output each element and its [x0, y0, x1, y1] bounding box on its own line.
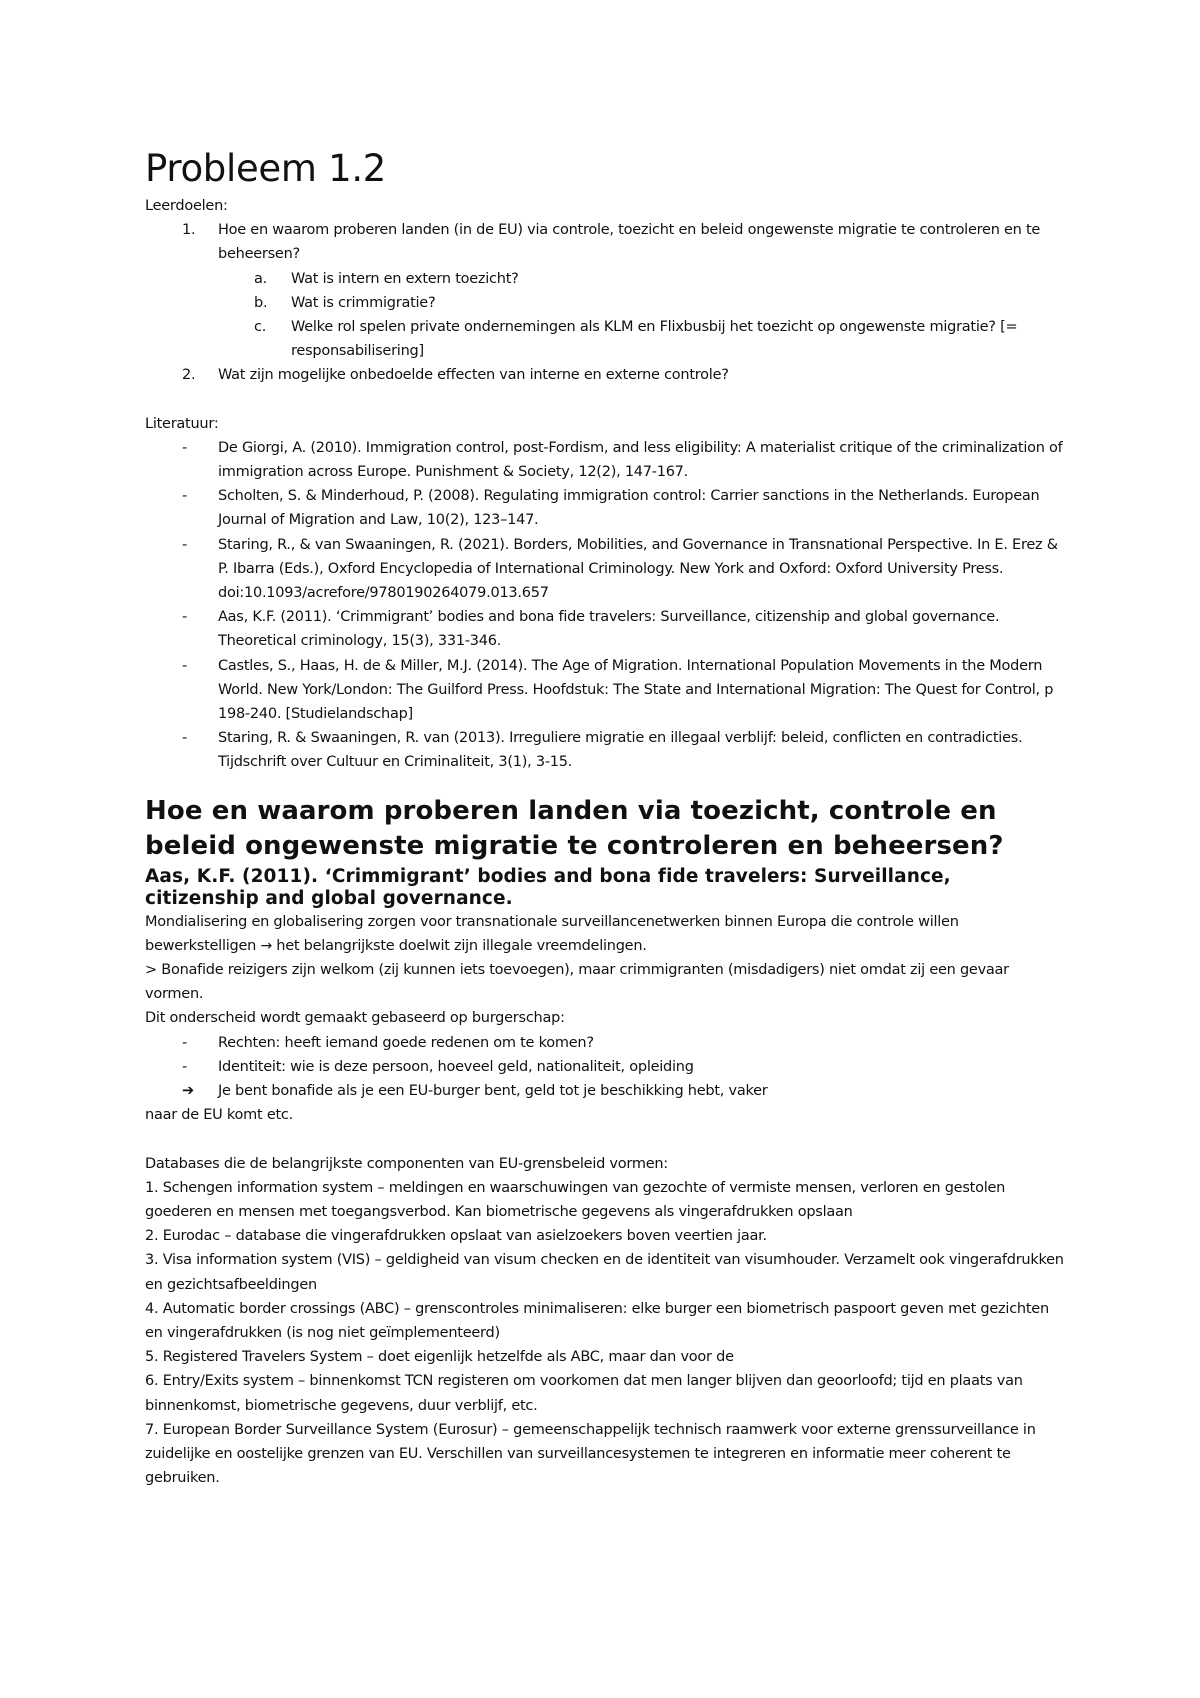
dash-marker: - [182, 730, 187, 747]
literature-item [145, 533, 1067, 606]
dash-marker: - [182, 609, 187, 626]
literature-text: Aas, K.F. (2011). ‘Crimmigrant’ bodies and bona fide travelers: Surveillance, citizenship and global governance. Theoretical criminology, 15(3), 331-346. [218, 609, 1000, 650]
database-item: 6. Entry/Exits system – binnenkomst TCN registeren om voorkomen dat men langer blijven dan geoorloofd; tijd en plaats van binnenkomst, biometrische gegevens, duur verblijf, etc. [145, 1373, 1023, 1414]
dash-marker: - [182, 536, 187, 553]
list-item-text: Je bent bonafide als je een EU-burger bent, geld tot je beschikking hebt, vaker [218, 1083, 768, 1100]
document-content [145, 148, 1067, 1490]
literature-text: De Giorgi, A. (2010). Immigration control, post-Fordism, and less eligibility: A materialist critique of the criminalization of immigration across Europe. Punishment & Society, 12(2), 147-167. [218, 439, 1063, 481]
dash-marker: - [182, 439, 187, 456]
sub-text: Wat is intern en extern toezicht? [291, 270, 519, 287]
leerdoel-item [145, 218, 1067, 363]
database-item: 2. Eurodac – database die vingerafdrukken opslaat van asielzoekers boven veertien jaar. [145, 1228, 767, 1245]
dash-marker: - [182, 657, 187, 674]
database-item: 1. Schengen information system – meldingen en waarschuwingen van gezochte of vermiste mensen, verloren en gestolen goederen en mensen met toegangsverbod. Kan biometrische gegevens als vingerafdrukken opslaan [145, 1179, 1006, 1220]
list-item [145, 1055, 1067, 1079]
paragraph-globalisering [145, 910, 1067, 958]
arrow-bullet-icon: ➔ [182, 1083, 194, 1100]
dash-marker: - [182, 1034, 187, 1051]
literature-text: Staring, R. & Swaaningen, R. van (2013). Irreguliere migratie en illegaal verblijf: beleid, conflicten en contradicties. Tijdschrift over Cultuur en Criminaliteit, 3(1), 3-15. [218, 730, 1023, 771]
paragraph-bonafide: > Bonafide reizigers zijn welkom (zij kunnen iets toevoegen), maar crimmigranten (misdadigers) niet omdat zij een gevaar vormen. [145, 962, 1009, 1003]
paragraph-text: Mondialisering en globalisering zorgen voor transnationale surveillancenetwerken binnen Europa die controle willen bewerkstelligen [145, 913, 959, 954]
literature-item [145, 726, 1067, 774]
paragraph-burgerschap: Dit onderscheid wordt gemaakt gebaseerd op burgerschap: [145, 1010, 565, 1027]
database-item: 5. Registered Travelers System – doet eigenlijk hetzelfde als ABC, maar dan voor de [145, 1349, 734, 1366]
databases-intro: Databases die de belangrijkste componenten van EU-grensbeleid vormen: [145, 1155, 668, 1172]
dash-marker: - [182, 488, 187, 505]
sub-letter: c. [254, 319, 267, 336]
leerdoelen-list [145, 218, 1067, 387]
list-item-text: Rechten: heeft iemand goede redenen om te komen? [218, 1034, 594, 1051]
leerdoel-item [145, 363, 1067, 387]
literature-item [145, 654, 1067, 727]
list-number: 2. [182, 367, 196, 384]
sub-item [218, 315, 1067, 363]
leerdoel-text: Wat zijn mogelijke onbedoelde effecten van interne en externe controle? [218, 367, 729, 384]
arrow-list-item [145, 1079, 1067, 1103]
section-heading: Hoe en waarom proberen landen via toezicht, controle en beleid ongewenste migratie te controleren en beheersen? [145, 795, 1004, 861]
list-item [145, 1031, 1067, 1055]
literature-text: Castles, S., Haas, H. de & Miller, M.J. (2014). The Age of Migration. International Population Movements in the Modern World. New York/London: The Guilford Press. Hoofdstuk: The State and International Migration: The Quest for Control, p 198-240. [Studielandschap] [218, 657, 1054, 723]
sub-text: Welke rol spelen private ondernemingen als KLM en Flixbusbij het toezicht op ongewenste migratie? [= responsabilisering] [291, 319, 1018, 360]
sub-item [218, 267, 1067, 291]
literatuur-list [145, 436, 1067, 775]
database-item: 3. Visa information system (VIS) – geldigheid van visum checken en de identiteit van visumhouder. Verzamelt ook vingerafdrukken en gezichtsafbeeldingen [145, 1252, 1064, 1293]
sub-letter: a. [254, 270, 267, 287]
literature-text: Staring, R., & van Swaaningen, R. (2021). Borders, Mobilities, and Governance in Transnational Perspective. In E. Erez & P. Ibarra (Eds.), Oxford Encyclopedia of International Criminology. New York and Oxford: Oxford University Press. doi:10.1093/acrefore/9780190264079.013.657 [218, 536, 1058, 602]
right-arrow-icon: → [260, 937, 272, 954]
leerdoel-sublist [218, 267, 1067, 364]
literature-item [145, 605, 1067, 653]
list-number: 1. [182, 222, 196, 239]
page-title: Probleem 1.2 [145, 147, 387, 190]
leerdoelen-label: Leerdoelen: [145, 198, 228, 214]
paragraph-text: het belangrijkste doelwit zijn illegale vreemdelingen. [271, 937, 647, 954]
list-item-text: Identiteit: wie is deze persoon, hoeveel geld, nationaliteit, opleiding [218, 1058, 694, 1075]
section-subheading: Aas, K.F. (2011). ‘Crimmigrant’ bodies and bona fide travelers: Surveillance, citizenship and global governance. [145, 865, 951, 909]
spacer [145, 1128, 1067, 1152]
literature-item [145, 484, 1067, 532]
database-item: 4. Automatic border crossings (ABC) – grenscontroles minimaliseren: elke burger een biometrisch paspoort geven met gezichten en vingerafdrukken (is nog niet geïmplementeerd) [145, 1300, 1049, 1341]
sub-text: Wat is crimmigratie? [291, 294, 436, 311]
spacer [145, 388, 1067, 412]
leerdoel-text: Hoe en waarom proberen landen (in de EU) via controle, toezicht en beleid ongewenste migratie te controleren en te beheersen? [218, 222, 1041, 263]
literature-text: Scholten, S. & Minderhoud, P. (2008). Regulating immigration control: Carrier sanctions in the Netherlands. European Journal of Migration and Law, 10(2), 123–147. [218, 488, 1040, 529]
dash-marker: - [182, 1058, 187, 1075]
arrow-continuation: naar de EU komt etc. [145, 1107, 294, 1124]
database-item: 7. European Border Surveillance System (Eurosur) – gemeenschappelijk technisch raamwerk voor externe grenssurveillance in zuidelijke en oostelijke grenzen van EU. Verschillen van surveillancesystemen te integreren en informatie meer coherent te gebruiken. [145, 1421, 1036, 1487]
literatuur-label: Literatuur: [145, 415, 219, 432]
sub-item [218, 291, 1067, 315]
burgerschap-list [145, 1031, 1067, 1104]
literature-item [145, 436, 1067, 484]
sub-letter: b. [254, 294, 268, 311]
